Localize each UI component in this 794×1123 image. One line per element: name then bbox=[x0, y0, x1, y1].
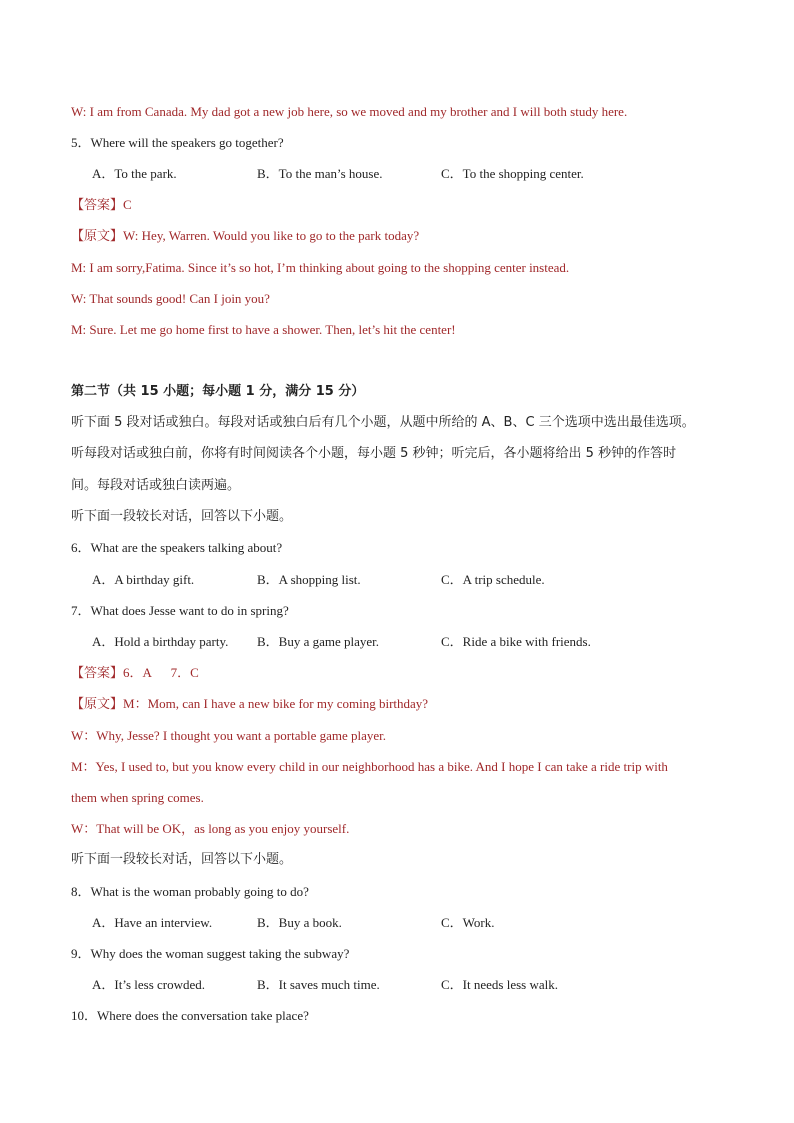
option-6a: A．A birthday gift. bbox=[92, 572, 195, 587]
section-2-title: 第二节（共 15 小题；每小题 1 分，满分 15 分） bbox=[71, 384, 365, 399]
option-6c: C．A trip schedule. bbox=[441, 572, 545, 587]
original-line: M：Mom, can I have a new bike for my coming birthday? bbox=[123, 696, 429, 711]
option-8c: C．Work. bbox=[441, 915, 495, 930]
original-text-6-7-1 bbox=[71, 695, 428, 714]
instruction-line-5: 听下面一段较长对话，回答以下小题。 bbox=[71, 852, 293, 867]
original-text-6-7-2: W：Why, Jesse? I thought you want a portable game player. bbox=[71, 728, 387, 743]
instruction-line-1: 听下面 5 段对话或独白。每段对话或独白后有几个小题，从题中所给的 A、B、C 三个选项中选出最佳选项。 bbox=[71, 415, 695, 430]
original-tag: 【原文】 bbox=[71, 697, 124, 712]
answer-tag: 【答案】 bbox=[71, 198, 124, 213]
option-5a: A．To the park. bbox=[92, 166, 177, 181]
instruction-line-3: 间。每段对话或独白读两遍。 bbox=[71, 478, 241, 493]
answer-tag: 【答案】 bbox=[71, 666, 124, 681]
option-9c: C．It needs less walk. bbox=[441, 977, 558, 992]
original-text-5-4: M: Sure. Let me go home first to have a shower. Then, let’s hit the center! bbox=[71, 322, 456, 337]
option-9a: A．It’s less crowded. bbox=[92, 977, 206, 992]
original-text-6-7-5: W：That will be OK，as long as you enjoy yourself. bbox=[71, 821, 350, 836]
original-tag: 【原文】 bbox=[71, 229, 124, 244]
instruction-line-2: 听每段对话或独白前，你将有时间阅读各个小题，每小题 5 秒钟；听完后，各小题将给出 5 秒钟的作答时 bbox=[71, 446, 677, 461]
question-7: 7．What does Jesse want to do in spring? bbox=[71, 603, 289, 618]
option-6b: B．A shopping list. bbox=[257, 572, 361, 587]
option-9b: B．It saves much time. bbox=[257, 977, 380, 992]
option-7b: B．Buy a game player. bbox=[257, 634, 380, 649]
original-text-6-7-3: M：Yes, I used to, but you know every child in our neighborhood has a bike. And I hope I can take a ride trip with bbox=[71, 759, 668, 774]
dialogue-line: W: I am from Canada. My dad got a new job here, so we moved and my brother and I will both study here. bbox=[71, 104, 628, 119]
answer-5 bbox=[71, 196, 132, 215]
option-5b: B．To the man’s house. bbox=[257, 166, 383, 181]
answer-value: 6．A 7．C bbox=[123, 665, 199, 680]
original-text-5-3: W: That sounds good! Can I join you? bbox=[71, 291, 270, 306]
option-5c: C．To the shopping center. bbox=[441, 166, 584, 181]
question-8: 8．What is the woman probably going to do? bbox=[71, 884, 309, 899]
option-8b: B．Buy a book. bbox=[257, 915, 342, 930]
original-line: W: Hey, Warren. Would you like to go to the park today? bbox=[123, 228, 420, 243]
question-6: 6．What are the speakers talking about? bbox=[71, 540, 283, 555]
option-8a: A．Have an interview. bbox=[92, 915, 213, 930]
option-7a: A．Hold a birthday party. bbox=[92, 634, 229, 649]
answer-6-7 bbox=[71, 664, 199, 683]
option-7c: C．Ride a bike with friends. bbox=[441, 634, 591, 649]
answer-value: C bbox=[123, 197, 132, 212]
original-text-6-7-4: them when spring comes. bbox=[71, 790, 204, 805]
original-text-5-1 bbox=[71, 227, 419, 246]
instruction-line-4: 听下面一段较长对话，回答以下小题。 bbox=[71, 509, 293, 524]
original-text-5-2: M: I am sorry,Fatima. Since it’s so hot, I’m thinking about going to the shopping center instead. bbox=[71, 260, 570, 275]
question-10: 10．Where does the conversation take place? bbox=[71, 1008, 309, 1023]
question-5: 5．Where will the speakers go together? bbox=[71, 135, 284, 150]
question-9: 9．Why does the woman suggest taking the subway? bbox=[71, 946, 350, 961]
